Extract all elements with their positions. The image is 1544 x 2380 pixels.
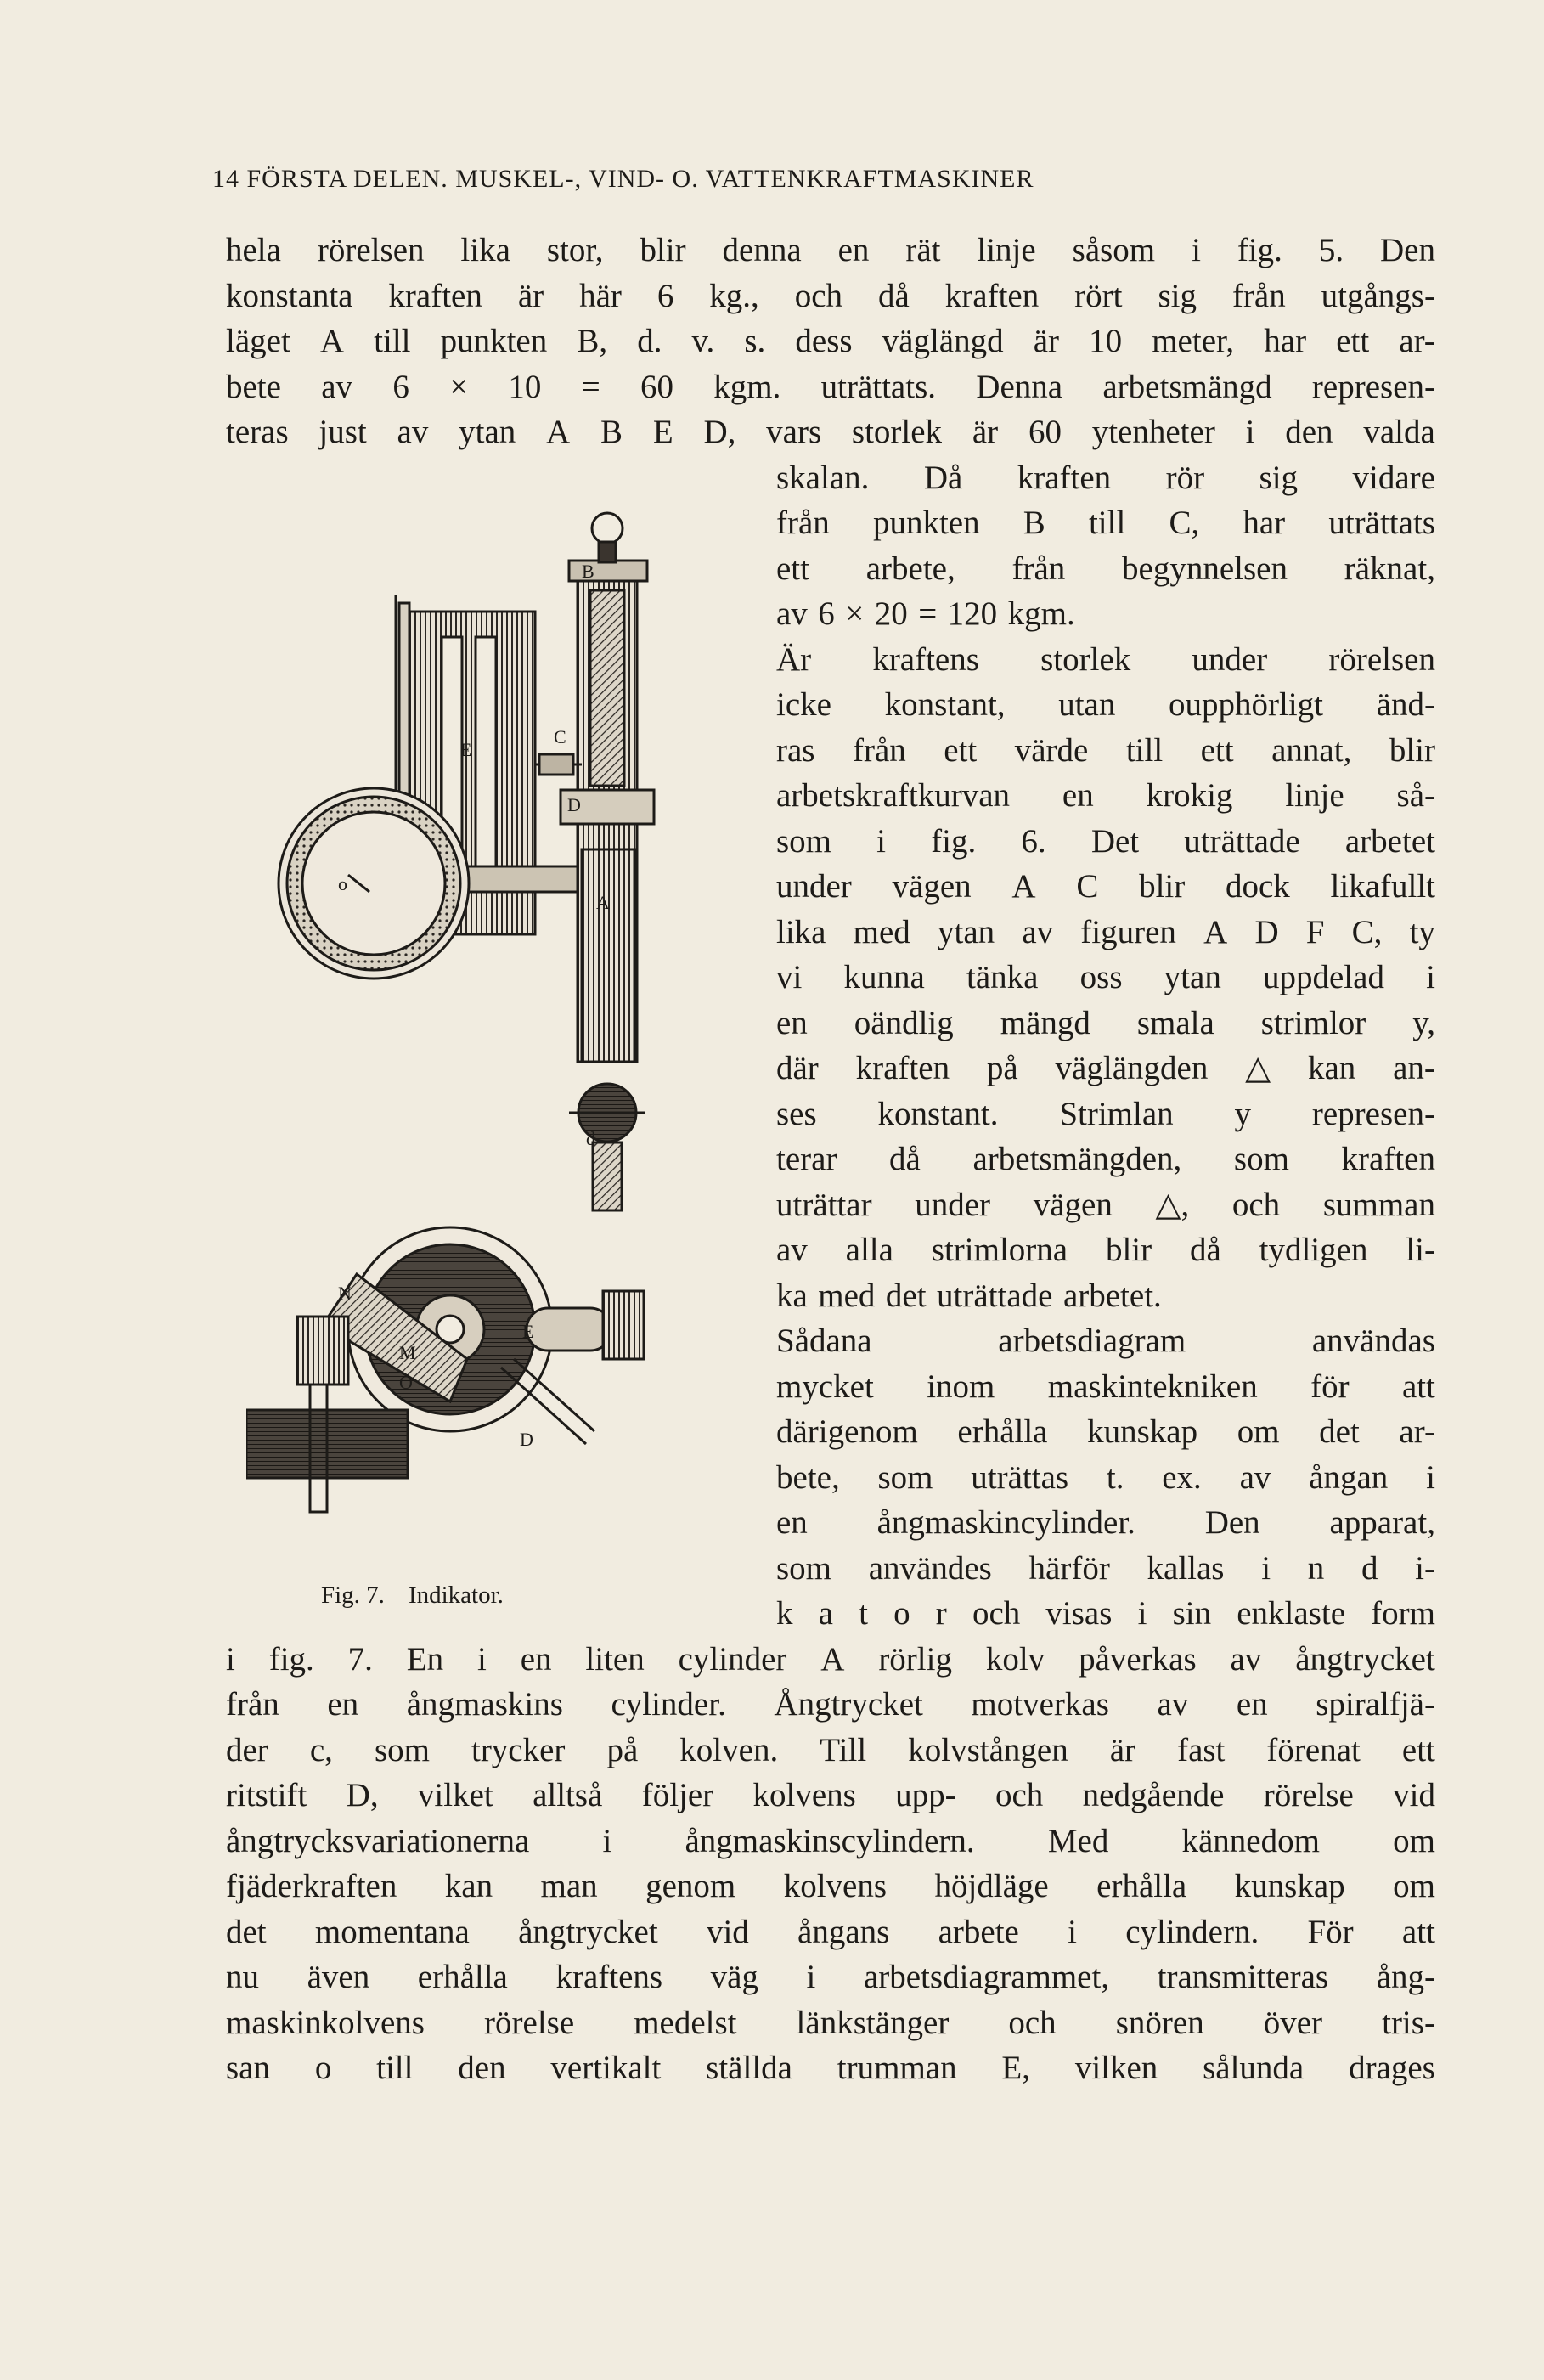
text-line: konstanta kraften är här 6 kg., och då kraften rört sig från utgångs- (226, 277, 1435, 314)
indicator-top-view (246, 1227, 644, 1512)
text-line: som användes härför kallas i n d i- (776, 1549, 1435, 1587)
text-line: från punkten B till C, har uträttats (776, 505, 1435, 541)
text-line: under vägen A C blir dock likafullt (776, 868, 1435, 905)
indicator-illustration (246, 510, 739, 1580)
label-b: B (582, 561, 594, 582)
text-line: mycket inom maskintekniken för att (776, 1368, 1435, 1405)
text-line: av 6 × 20 = 120 kgm. (776, 595, 1075, 632)
text-line: läget A till punkten B, d. v. s. dess väglängd är 10 meter, har ett ar- (226, 323, 1435, 359)
text-line: vi kunna tänka oss ytan uppdelad i (776, 959, 1435, 995)
text-line: fjäderkraften kan man genom kolvens höjdläge erhålla kunskap om (226, 1868, 1435, 1904)
text-line: hela rörelsen lika stor, blir denna en rät linje såsom i fig. 5. Den (226, 232, 1435, 268)
text-line: san o till den vertikalt ställda trumman E, vilken sålunda drages (226, 2050, 1435, 2086)
text-line: k a t o r och visas i sin enklaste form (776, 1595, 1435, 1632)
text-line: från en ångmaskins cylinder. Ångtrycket motverkas av en spiralfjä- (226, 1686, 1435, 1723)
text-line: teras just av ytan A B E D, vars storlek är 60 ytenheter i den valda (226, 414, 1435, 450)
text-line: nu även erhålla kraftens väg i arbetsdiagrammet, transmitteras ång- (226, 1959, 1435, 1995)
figure-title: Indikator. (408, 1582, 504, 1609)
text-line: i fig. 7. En i en liten cylinder A rörlig kolv påverkas av ångtrycket (226, 1640, 1435, 1678)
text-line: icke konstant, utan oupphörligt änd- (776, 686, 1435, 723)
text-line: en ångmaskincylinder. Den apparat, (776, 1504, 1435, 1541)
text-line: skalan. Då kraften rör sig vidare (776, 459, 1435, 496)
text-line: lika med ytan av figuren A D F C, ty (776, 913, 1435, 950)
label-d-lower: d (586, 1128, 595, 1149)
label-m: M (399, 1342, 416, 1363)
text-line: terar då arbetsmängden, som kraften (776, 1141, 1435, 1177)
indicator-front-view (279, 513, 654, 1210)
text-line: arbetskraftkurvan en krokig linje så- (776, 777, 1435, 814)
label-o-upper: O (399, 1372, 413, 1393)
figure-caption (321, 1582, 527, 1610)
label-n: N (338, 1283, 352, 1304)
text-line: uträttar under vägen △, och summan (776, 1186, 1435, 1223)
text-line: ritstift D, vilket alltså följer kolvens upp- och nedgående rörelse vid (226, 1777, 1435, 1813)
label-c: C (554, 726, 566, 747)
text-line: det momentana ångtrycket vid ångans arbete i cylindern. För att (226, 1913, 1435, 1950)
text-line: Sådana arbetsdiagram användas (776, 1323, 1435, 1359)
indicator-figure (246, 510, 739, 1614)
text-line: därigenom erhålla kunskap om det ar- (776, 1413, 1435, 1450)
text-line: bete, som uträttas t. ex. av ångan i (776, 1458, 1435, 1496)
label-o: o (338, 873, 347, 894)
figure-number: Fig. 7. (321, 1582, 385, 1609)
text-line: en oändlig mängd smala strimlor y, (776, 1004, 1435, 1041)
label-e: E (460, 739, 472, 760)
text-line: ångtrycksvariationerna i ångmaskinscylindern. Med kännedom om (226, 1822, 1435, 1859)
text-line: maskinkolvens rörelse medelst länkstänger och snören över tris- (226, 2004, 1435, 2041)
text-line: av alla strimlorna blir då tydligen li- (776, 1232, 1435, 1268)
text-line: bete av 6 × 10 = 60 kgm. uträttats. Denna arbetsmängd represen- (226, 368, 1435, 405)
label-d: D (567, 794, 581, 815)
running-head: 14 FÖRSTA DELEN. MUSKEL-, VIND- O. VATTENKRAFTMASKINER (212, 165, 1034, 193)
text-line: Är kraftens storlek under rörelsen (776, 640, 1435, 678)
text-line: som i fig. 6. Det uträttade arbetet (776, 822, 1435, 860)
label-e-top-view: E (522, 1321, 534, 1342)
text-line: ett arbete, från begynnelsen räknat, (776, 550, 1435, 587)
label-a: A (596, 892, 610, 913)
text-line: ses konstant. Strimlan y represen- (776, 1095, 1435, 1132)
text-line: der c, som trycker på kolven. Till kolvstången är fast förenat ett (226, 1731, 1435, 1768)
text-line: ka med det uträttade arbetet. (776, 1277, 1162, 1314)
text-line: ras från ett värde till ett annat, blir (776, 731, 1435, 769)
label-d-top-view: D (520, 1429, 533, 1450)
text-line: där kraften på väglängden △ kan an- (776, 1050, 1435, 1086)
